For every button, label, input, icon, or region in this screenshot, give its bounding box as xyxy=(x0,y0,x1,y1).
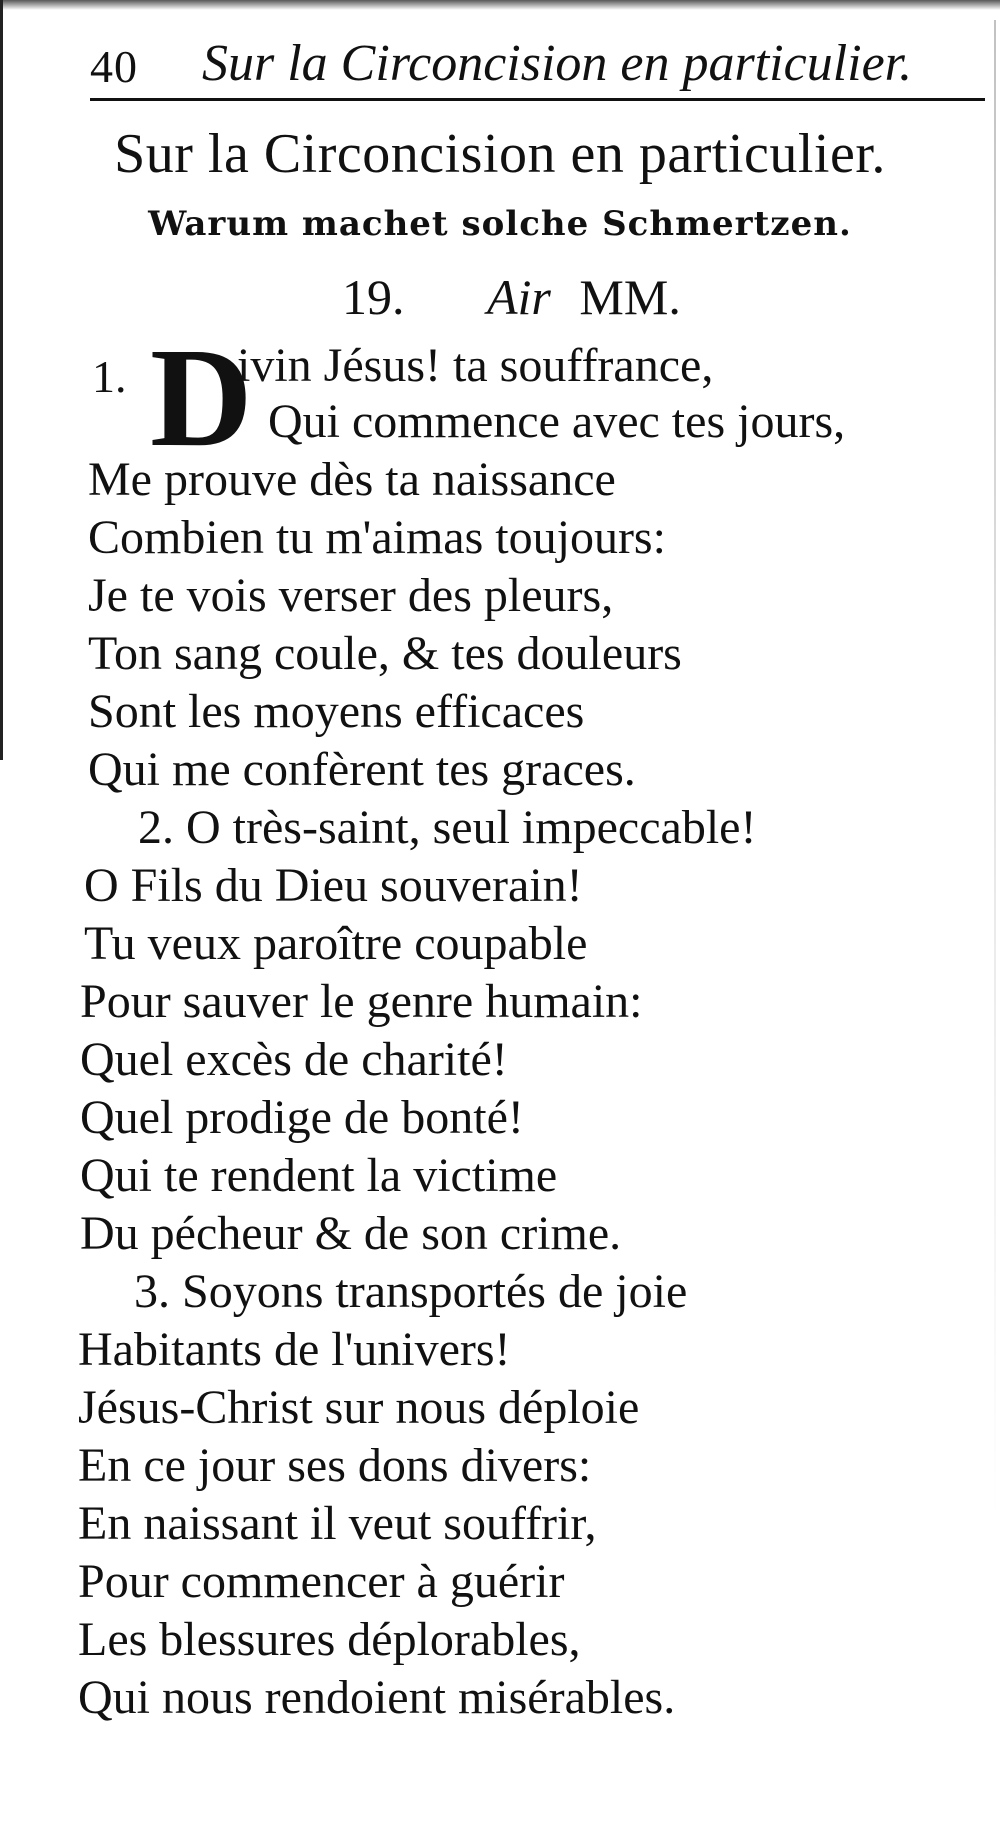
verse-line: Ton sang coule, & tes douleurs xyxy=(88,627,682,680)
header-rule xyxy=(90,98,985,101)
verse-line: Je te vois verser des pleurs, xyxy=(88,569,614,622)
verse-line: Habitants de l'univers! xyxy=(78,1323,511,1376)
verse-line: Jésus-Christ sur nous déploie xyxy=(78,1381,640,1434)
scan-left-edge xyxy=(0,0,3,760)
page-number: 40 xyxy=(90,41,138,92)
verse-line: Pour commencer à guérir xyxy=(78,1555,565,1608)
verse-line: ivin Jésus! ta souffrance, xyxy=(237,339,714,392)
hymn-title: Sur la Circoncision en particulier. xyxy=(114,123,886,185)
stanza-3-first-line xyxy=(134,1265,688,1318)
verse-line: O Fils du Dieu souverain! xyxy=(84,859,583,912)
german-subtitle: Warum machet solche Schmertzen. xyxy=(148,204,852,244)
scan-right-edge xyxy=(994,20,996,1520)
air-label: Air xyxy=(487,269,551,325)
verse-line: Qui te rendent la victime xyxy=(80,1149,558,1202)
verse-line: En ce jour ses dons divers: xyxy=(78,1439,592,1492)
verse-line: Quel excès de charité! xyxy=(80,1033,508,1086)
verse-line: Me prouve dès ta naissance xyxy=(88,453,616,506)
verse-line: Combien tu m'aimas toujours: xyxy=(88,511,666,564)
verse-line: Qui commence avec tes jours, xyxy=(268,395,846,448)
stanza-number: 3. xyxy=(134,1265,170,1318)
verse-line: Sont les moyens efficaces xyxy=(88,685,585,738)
verse-line: En naissant il veut souffrir, xyxy=(78,1497,597,1550)
stanza-number: 2. xyxy=(138,801,174,854)
verse-line: Qui me confèrent tes graces. xyxy=(88,743,636,796)
air-letters: MM. xyxy=(579,269,681,325)
running-head: Sur la Circoncision en particulier. xyxy=(202,35,913,92)
verse-line: Qui nous rendoient misérables. xyxy=(78,1671,676,1724)
verse-line: O très-saint, seul impeccable! xyxy=(186,801,757,854)
scan-top-shadow xyxy=(0,0,1000,10)
air-number: 19. xyxy=(342,269,405,325)
air-line xyxy=(342,268,681,326)
verse-line: Du pécheur & de son crime. xyxy=(80,1207,622,1260)
verse-line: Tu veux paroître coupable xyxy=(84,917,588,970)
stanza-number: 1. xyxy=(92,351,127,402)
verse-line: Pour sauver le genre humain: xyxy=(80,975,643,1028)
verse-line: Soyons transportés de joie xyxy=(182,1265,688,1318)
drop-cap: D xyxy=(150,318,253,476)
verse-line: Les blessures déplorables, xyxy=(78,1613,581,1666)
stanza-2-first-line xyxy=(138,801,757,854)
verse-line: Quel prodige de bonté! xyxy=(80,1091,524,1144)
page-header xyxy=(90,18,980,98)
